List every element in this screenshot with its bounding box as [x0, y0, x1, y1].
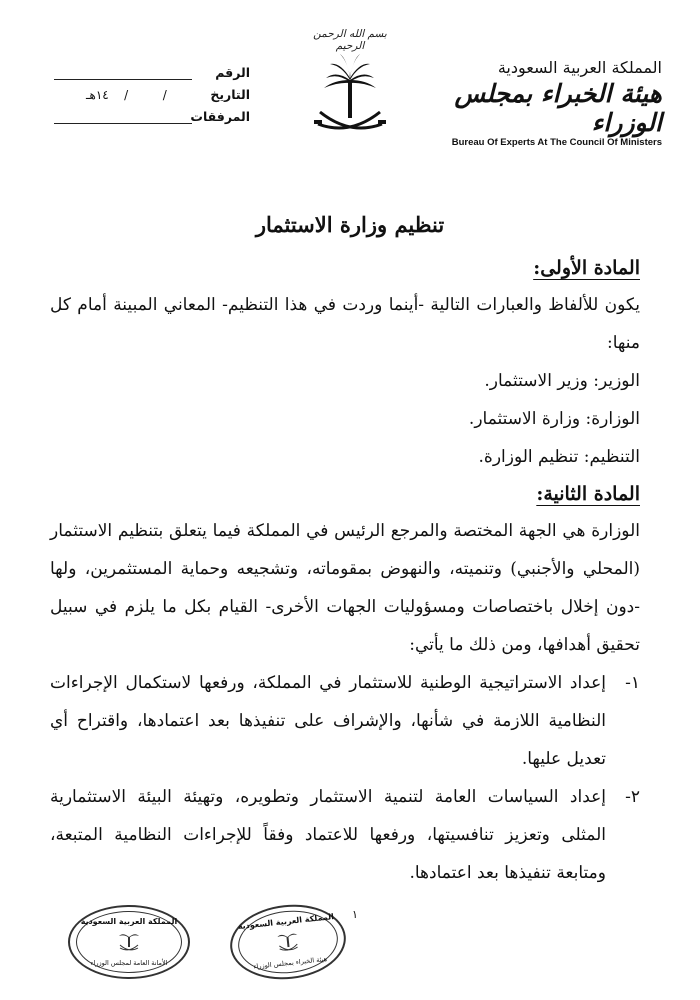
- document-body: [50, 250, 640, 892]
- article-2-heading: المادة الثانية:: [536, 483, 640, 505]
- basmala: بسم الله الرحمن الرحيم: [313, 28, 387, 52]
- palm-swords-icon: [274, 928, 302, 955]
- kingdom-name: المملكة العربية السعودية: [497, 58, 662, 77]
- definition-item: الوزارة: وزارة الاستثمار.: [468, 409, 640, 429]
- list-item: [50, 664, 640, 778]
- list-item-text: إعداد السياسات العامة لتنمية الاستثمار وتطويره، وتهيئة البيئة الاستثمارية المثلى وتعزيز تنافسيتها، ورفعها للاعتماد وفقاً للإجراءات النظامية المتبعة، ومتابعة تنفيذها بعد اعتمادها.: [50, 787, 606, 883]
- ref-number-line: [54, 64, 192, 80]
- attachments-line: [54, 108, 192, 124]
- attachments-row: [50, 102, 250, 124]
- date-day: [182, 88, 186, 102]
- date-sep-1: /: [162, 88, 167, 102]
- institution-header: [422, 58, 662, 148]
- article-1-heading: المادة الأولى:: [533, 257, 640, 279]
- date-label: التاريخ: [210, 87, 250, 102]
- list-item-text: إعداد الاستراتيجية الوطنية للاستثمار في المملكة، ورفعها لاستكمال الإجراءات النظامية اللازمة في شأنها، والإشراف على تنفيذها بعد اعتمادها، واقتراح أي تعديل عليها.: [50, 673, 606, 769]
- article-2-intro: الوزارة هي الجهة المختصة والمرجع الرئيس في المملكة فيما يتعلق بتنظيم الاستثمار (المحلي والأجنبي) وتنميته، والنهوض بمقوماته، وتشجيعه وحماية المستثمرين، ولها -دون إخلال باختصاصات ومسؤوليات الجهات الأخرى- القيام بكل ما يلزم في سبيل تحقيق أهدافها، ومن ذلك ما يأتي:: [50, 521, 640, 655]
- date-year-suffix: ١٤هـ: [86, 88, 109, 102]
- stamp-right-top-text: المملكة العربية السعودية: [237, 912, 335, 932]
- page-number: ١: [352, 908, 358, 921]
- ref-number-row: [50, 58, 250, 80]
- stamp-left-bottom-text: الأمانة العامة لمجلس الوزراء: [90, 959, 168, 967]
- definition-item: التنظيم: تنظيم الوزارة.: [478, 447, 640, 467]
- document-title: تنظيم وزارة الاستثمار: [255, 212, 445, 237]
- attachments-label: المرفقات: [190, 109, 250, 124]
- date-sep-2: /: [124, 88, 129, 102]
- bureau-name-english: Bureau Of Experts At The Council Of Ministers: [451, 137, 662, 148]
- date-month: [144, 88, 148, 102]
- reference-block: [50, 58, 250, 124]
- official-stamp-right: [226, 899, 349, 985]
- date-row: [50, 80, 250, 102]
- palm-swords-icon: [300, 40, 400, 150]
- stamp-left-top-text: المملكة العربية السعودية: [80, 917, 178, 926]
- ref-number-label: الرقم: [215, 65, 250, 80]
- stamp-right-bottom-text: هيئة الخبراء بمجلس الوزراء: [253, 955, 328, 971]
- list-item-number: ١-: [625, 673, 640, 693]
- list-item-number: ٢-: [625, 787, 640, 807]
- date-value: [86, 88, 186, 102]
- saudi-emblem: [300, 24, 400, 144]
- bureau-name-arabic: هيئة الخبراء بمجلس الوزراء: [454, 79, 662, 137]
- official-stamp-left: [68, 905, 190, 979]
- article-1-intro: يكون للألفاظ والعبارات التالية -أينما وردت في هذا التنظيم- المعاني المبينة أمام كل منها:: [50, 295, 640, 353]
- palm-swords-icon: [116, 929, 142, 953]
- list-item: [50, 778, 640, 892]
- definition-item: الوزير: وزير الاستثمار.: [484, 371, 640, 391]
